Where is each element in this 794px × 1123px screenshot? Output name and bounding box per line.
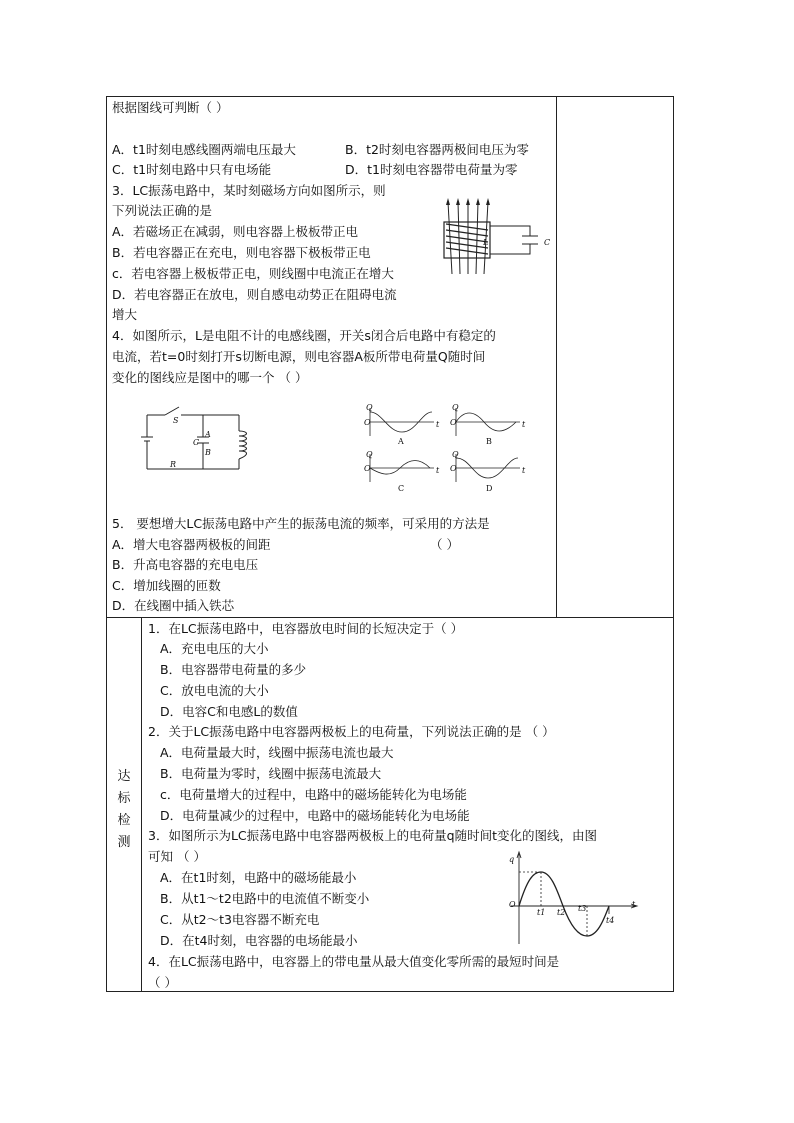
graph-label-a: A <box>398 437 404 446</box>
graph-label-c: C <box>398 484 405 493</box>
lower-left-divider <box>141 617 142 992</box>
graph-d-axis-o: O <box>450 464 457 473</box>
q3-option-b: B．若电容器正在充电，则电容器下极板带正电 <box>112 245 371 260</box>
lq1-option-a: A．充电电压的大小 <box>160 641 269 656</box>
prev-option-c: C．t1时刻电路中只有电场能 <box>112 162 272 177</box>
graph-c-axis-q: Q <box>366 450 373 459</box>
qt-label-t4: t4 <box>606 916 615 925</box>
graph-d-axis-t: t <box>522 466 526 475</box>
lq1-option-c: C．放电电流的大小 <box>160 683 269 698</box>
graph-a-axis-o: O <box>364 418 371 427</box>
graph-label-b: B <box>486 437 492 446</box>
prev-option-d: D．t1时刻电容器带电荷量为零 <box>345 162 518 177</box>
graph-c-axis-t: t <box>436 466 440 475</box>
graph-b-axis-q: Q <box>452 403 459 412</box>
circuit-label-c: C <box>193 438 200 447</box>
q4-line1: 4．如图所示，L是电阻不计的电感线圈，开关s闭合后电路中有稳定的 <box>112 328 496 343</box>
lq3-option-c: C．从t2～t3电容器不断充电 <box>160 912 320 927</box>
lq3-line2: 可知 （ ） <box>148 849 206 864</box>
coil-capacitor-figure <box>438 196 558 282</box>
circuit-label-a: A <box>205 430 211 439</box>
circuit-label-s: S <box>173 416 179 425</box>
graph-c-axis-o: O <box>364 464 371 473</box>
lq2-option-b: B．电荷量为零时，线圈中振荡电流最大 <box>160 766 382 781</box>
q5-bracket: （ ） <box>430 537 459 552</box>
side-label-2: 标 <box>117 791 131 806</box>
graph-d-axis-q: Q <box>452 450 459 459</box>
lq1-option-d: D．电容C和电感L的数值 <box>160 704 298 719</box>
lq2-option-a: A．电荷量最大时，线圈中振荡电流也最大 <box>160 745 394 760</box>
coil-label-l: L <box>483 238 489 247</box>
graph-b-axis-t: t <box>522 420 526 429</box>
qt-axis-q: q <box>509 855 515 864</box>
row-divider <box>106 617 674 618</box>
lq1-line: 1．在LC振荡电路中，电容器放电时间的长短决定于（ ） <box>148 621 464 636</box>
lq4-line1: 4．在LC振荡电路中，电容器上的带电量从最大值变化零所需的最短时间是 <box>148 954 560 969</box>
graph-b-axis-o: O <box>450 418 457 427</box>
q5-line1: 5． 要想增大LC振荡电路中产生的振荡电流的频率，可采用的方法是 <box>112 516 490 531</box>
q4-line2: 电流，若t=0时刻打开s切断电源，则电容器A板所带电荷量Q随时间 <box>112 349 486 364</box>
q3-option-c: c．若电容器上极板带正电，则线圈中电流正在增大 <box>112 266 394 281</box>
qt-label-t1: t1 <box>537 908 546 917</box>
circuit-label-b: B <box>205 448 211 457</box>
qt-label-t3: t3 <box>578 904 587 913</box>
qt-axis-t: t <box>632 900 636 909</box>
q5-option-d: D．在线圈中插入铁芯 <box>112 598 235 613</box>
lq3-option-a: A．在t1时刻，电路中的磁场能最小 <box>160 870 357 885</box>
q4-line3: 变化的图线应是图中的哪一个 （ ） <box>112 370 308 385</box>
q5-option-c: C．增加线圈的匝数 <box>112 578 221 593</box>
lq1-option-b: B．电容器带电荷量的多少 <box>160 662 307 677</box>
q3-option-d: D．若电容器正在放电，则自感电动势正在阻碍电流 <box>112 287 397 302</box>
lq4-line2: （ ） <box>148 975 177 990</box>
q3-line2: 下列说法正确的是 <box>112 203 213 218</box>
side-label-1: 达 <box>117 769 131 784</box>
lq3-line1: 3．如图所示为LC振荡电路中电容器两极板上的电荷量q随时间t变化的图线，由图 <box>148 828 597 843</box>
q3-line1: 3．LC振荡电路中，某时刻磁场方向如图所示，则 <box>112 183 386 198</box>
q3-option-d-cont: 增大 <box>112 307 138 322</box>
graph-a-axis-t: t <box>436 420 440 429</box>
prev-option-b: B．t2时刻电容器两极间电压为零 <box>345 142 529 157</box>
lq2-option-d: D．电荷量减少的过程中，电路中的磁场能转化为电场能 <box>160 808 470 823</box>
cap-label-c: C <box>544 238 551 247</box>
lq2-option-c: c．电荷量增大的过程中，电路中的磁场能转化为电场能 <box>160 787 467 802</box>
graph-a-axis-q: Q <box>366 403 373 412</box>
lq3-option-b: B．从t1～t2电路中的电流值不断变小 <box>160 891 370 906</box>
q3-option-a: A．若磁场正在减弱，则电容器上极板带正电 <box>112 224 359 239</box>
side-label-4: 测 <box>117 835 131 850</box>
qt-label-t2: t2 <box>557 908 566 917</box>
side-label-3: 检 <box>117 813 131 828</box>
graph-label-d: D <box>486 484 493 493</box>
q5-option-a: A．增大电容器两极板的间距 <box>112 537 271 552</box>
qt-axis-o: O <box>509 900 516 909</box>
q5-option-b: B．升高电容器的充电电压 <box>112 557 259 572</box>
intro-text: 根据图线可判断（ ） <box>112 100 229 115</box>
circuit-label-r: R <box>170 460 177 469</box>
prev-option-a: A．t1时刻电感线圈两端电压最大 <box>112 142 296 157</box>
qt-graph <box>505 850 640 946</box>
lq2-line: 2．关于LC振荡电路中电容器两极板上的电荷量，下列说法正确的是 （ ） <box>148 724 555 739</box>
upper-right-divider <box>556 96 557 617</box>
lq3-option-d: D．在t4时刻，电容器的电场能最小 <box>160 933 358 948</box>
q4-graphs <box>360 402 540 494</box>
